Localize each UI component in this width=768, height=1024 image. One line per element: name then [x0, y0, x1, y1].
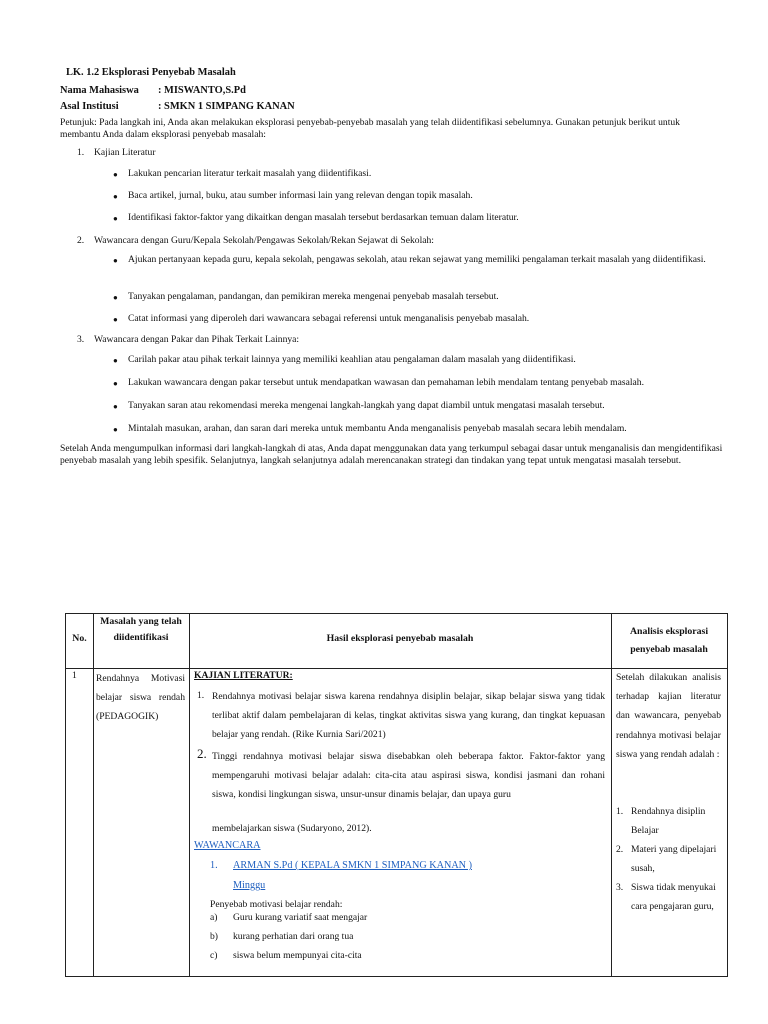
analisis-number: 2. — [616, 844, 624, 855]
list-item: Tanyakan saran atau rekomendasi mereka mengenai langkah-langkah yang dapat diambil untuk mengatasi masalah tersebut. — [128, 400, 605, 411]
step-number: 1. — [77, 147, 85, 158]
analisis-number: 3. — [616, 882, 624, 893]
institution-value: : SMKN 1 SIMPANG KANAN — [158, 101, 295, 112]
literature-item: Tinggi rendahnya motivasi belajar siswa disebabkan oleh beberapa faktor. Faktor-faktor yang mempengaruhi motivasi belajar adalah: cita-cita atau aspirasi siswa, kondisi jasmani dan rohani siswa, kondisi lingkungan siswa, unsur-unsur dinamis belajar, dan upaya guru — [212, 751, 605, 801]
closing-paragraph: Setelah Anda mengumpulkan informasi dari langkah-langkah di atas, Anda dapat menggunakan data yang terkumpul sebagai dasar untuk menganalisis dan mengidentifikasi penyebab masalah yang lebih spesifik. Selanjutnya, langkah selanjutnya adalah merencanakan strategi dan tindakan yang tepat untuk mengatasi masalah tersebut. — [60, 443, 723, 466]
list-item: Lakukan pencarian literatur terkait masalah yang diidentifikasi. — [128, 168, 372, 179]
bullet-icon: ● — [113, 214, 118, 223]
institution-label: Asal Institusi — [60, 101, 119, 112]
row-no: 1 — [72, 670, 77, 681]
header-analisis: Analisis eksplorasi penyebab masalah — [629, 626, 709, 655]
step-number: 2. — [77, 235, 85, 246]
analisis-item: Materi yang dipelajari susah, — [631, 844, 717, 875]
literature-number: 2. — [197, 746, 207, 761]
cause-label: a) — [210, 912, 218, 923]
analisis-number: 1. — [616, 806, 624, 817]
list-item: Tanyakan pengalaman, pandangan, dan pemikiran mereka mengenai penyebab masalah tersebut. — [128, 291, 499, 302]
cause-item: siswa belum mempunyai cita-cita — [233, 950, 362, 961]
bullet-icon: ● — [113, 315, 118, 324]
exploration-table — [65, 613, 728, 977]
literature-item: Rendahnya motivasi belajar siswa karena rendahnya disiplin belajar, sikap belajar siswa yang tidak terlibat aktif dalam pembelajaran di kelas, tingkat aktivitas siswa yang kurang, dan tingkat kepuasan belajar yang rendah. (Rike Kurnia Sari/2021) — [212, 691, 605, 741]
institution-row — [60, 100, 295, 113]
cause-item: kurang perhatian dari orang tua — [233, 931, 354, 942]
bullet-icon: ● — [113, 293, 118, 302]
cause-item: Guru kurang variatif saat mengajar — [233, 912, 368, 923]
literature-number: 1. — [197, 690, 205, 701]
kajian-literatur-heading: KAJIAN LITERATUR: — [194, 670, 293, 681]
header-masalah: Masalah yang telah diidentifikasi — [100, 616, 182, 643]
bullet-icon: ● — [113, 356, 118, 365]
list-item: Ajukan pertanyaan kepada guru, kepala sekolah, pengawas sekolah, atau rekan sejawat yang memiliki pengalaman terkait masalah yang diidentifikasi. — [128, 254, 706, 265]
causes-intro: Penyebab motivasi belajar rendah: — [210, 899, 343, 910]
cause-label: b) — [210, 931, 218, 942]
bullet-icon: ● — [113, 402, 118, 411]
list-item: Carilah pakar atau pihak terkait lainnya yang memiliki keahlian atau pengalaman dalam masalah yang diidentifikasi. — [128, 354, 576, 365]
list-item: Baca artikel, jurnal, buku, atau sumber informasi lain yang relevan dengan topik masalah. — [128, 190, 473, 201]
bullet-icon: ● — [113, 256, 118, 265]
row-masalah: Rendahnya Motivasi belajar siswa rendah (PEDAGOGIK) — [96, 673, 185, 723]
instructions-paragraph: Petunjuk: Pada langkah ini, Anda akan melakukan eksplorasi penyebab-penyebab masalah yang telah diidentifikasi sebelumnya. Gunakan petunjuk berikut untuk membantu Anda dalam eksplorasi penyebab masalah: — [60, 117, 680, 140]
interview-number: 1. — [210, 860, 218, 871]
interview-date: Minggu — [233, 880, 266, 891]
header-hasil: Hasil eksplorasi penyebab masalah — [326, 633, 474, 644]
list-item: Catat informasi yang diperoleh dari wawancara sebagai referensi untuk menganalisis penyebab masalah. — [128, 313, 530, 324]
student-row — [60, 84, 246, 97]
interviewee-name: ARMAN S.Pd ( KEPALA SMKN 1 SIMPANG KANAN ) — [233, 860, 472, 871]
analisis-item: Siswa tidak menyukai cara pengajaran guru, — [631, 882, 716, 913]
bullet-icon: ● — [113, 170, 118, 179]
bullet-icon: ● — [113, 425, 118, 434]
cause-label: c) — [210, 950, 218, 961]
step-title: Wawancara dengan Guru/Kepala Sekolah/Pengawas Sekolah/Rekan Sejawat di Sekolah: — [94, 235, 434, 246]
page-title: LK. 1.2 Eksplorasi Penyebab Masalah — [66, 67, 236, 78]
student-value: : MISWANTO,S.Pd — [158, 85, 246, 96]
list-item: Mintalah masukan, arahan, dan saran dari mereka untuk membantu Anda menganalisis penyebab masalah secara lebih mendalam. — [128, 423, 627, 434]
literature-item-continuation: membelajarkan siswa (Sudaryono, 2012). — [212, 823, 372, 834]
analisis-intro: Setelah dilakukan analisis terhadap kajian literatur dan wawancara, penyebab rendahnya motivasi belajar siswa yang rendah adalah : — [616, 672, 721, 760]
list-item: Identifikasi faktor-faktor yang dikaitkan dengan masalah tersebut berdasarkan temuan dalam literatur. — [128, 212, 519, 223]
bullet-icon: ● — [113, 192, 118, 201]
student-label: Nama Mahasiswa — [60, 85, 139, 96]
bullet-icon: ● — [113, 379, 118, 388]
step-title: Wawancara dengan Pakar dan Pihak Terkait Lainnya: — [94, 334, 300, 345]
analisis-item: Rendahnya disiplin Belajar — [631, 806, 706, 837]
step-title: Kajian Literatur — [94, 147, 156, 158]
header-no: No. — [72, 633, 87, 644]
list-item: Lakukan wawancara dengan pakar tersebut untuk mendapatkan wawasan dan pemahaman lebih mendalam tentang penyebab masalah. — [128, 377, 644, 388]
step-number: 3. — [77, 334, 85, 345]
wawancara-heading: WAWANCARA — [194, 840, 261, 851]
